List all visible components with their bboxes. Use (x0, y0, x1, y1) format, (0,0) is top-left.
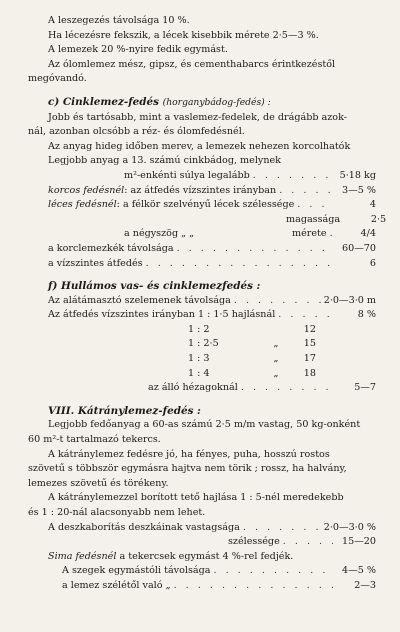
spec-row (28, 257, 376, 272)
spec-label: A deszkaborítás deszkáinak vastagsága (48, 521, 240, 533)
section-c-title: c) Cinklemez-fedés (48, 95, 160, 108)
spec-value: 3—5 % (342, 184, 376, 196)
spec-row (28, 213, 387, 228)
ratio-value: 12 (303, 323, 316, 335)
spec-row (28, 308, 376, 323)
spec-value: 2·0—3·0 % (323, 521, 376, 533)
spec-label: szélessége (228, 536, 280, 548)
ratio: 1 : 4 (188, 367, 210, 379)
spec-label-rest: : a félkör szelvényű lécek szélessége (116, 199, 295, 211)
leader-dots (278, 308, 333, 323)
leader-dots (146, 257, 333, 272)
spec-row (28, 564, 376, 579)
spec-row (28, 294, 376, 309)
ratio: 1 : 3 (188, 353, 210, 365)
sima-rest: a tekercsek egymást 4 %-rel fedjék. (116, 550, 294, 562)
spec-label: A szegek egymástóli távolsága (62, 565, 211, 577)
text-line: nál, azonban olcsóbb a réz- és ólomfedésnél. (28, 126, 245, 138)
leader-dots (241, 381, 333, 396)
text-line: A kátránylemezzel borított tető hajlása 1 : 5-nél meredekebb (48, 492, 344, 504)
text-line (28, 550, 376, 565)
text-line: A leszegezés távolsága 10 %. (48, 15, 190, 26)
ditto-mark: „ (273, 367, 279, 379)
ratio-row (28, 367, 376, 382)
text-line: A lemezek 20 %-nyire fedik egymást. (48, 44, 228, 56)
spec-value: 5·18 kg (339, 169, 376, 181)
spec-row (28, 381, 376, 396)
text-line: lemezes szövetű és törékeny. (28, 477, 169, 489)
spec-label: a lemez szélétől való „ (62, 579, 171, 591)
spec-value: 5—7 (354, 382, 376, 394)
leader-dots (297, 198, 333, 213)
spec-label-2: mérete (292, 228, 327, 240)
spec-row (28, 198, 376, 213)
ratio-row (28, 323, 376, 338)
spec-label: magassága (286, 213, 341, 225)
section-viii-heading: VIII. Kátránylemez-fedés : (48, 404, 201, 417)
ratio: 1 : 2 (188, 323, 210, 335)
ratio-row (28, 337, 376, 352)
section-f-heading: f) Hullámos vas- és cinklemezfedés : (48, 280, 261, 293)
text-line: Legjobb anyag a 13. számú cinkbádog, melynek (48, 155, 281, 167)
leader-dots (330, 227, 333, 242)
leader-dots (177, 242, 333, 257)
text-line: szövetű s többször egymásra hajtva nem törik ; rossz, ha halvány, (28, 463, 347, 475)
spec-row (28, 169, 376, 184)
spec-label: a négyszög „ „ (124, 228, 195, 240)
text-line: és 1 : 20-nál alacsonyabb nem lehet. (28, 507, 206, 518)
leader-dots (253, 169, 333, 184)
spec-value: 4—5 % (342, 565, 376, 577)
text-line: Ha lécezésre fekszik, a lécek kisebbik mérete 2·5—3 %. (48, 29, 319, 41)
spec-label-rest: : az átfedés vízszintes irányban (124, 184, 277, 196)
text-line: Az ólomlemez mész, gipsz, és cementhabarcs érintkezéstől (48, 58, 336, 70)
section-c-heading (28, 95, 376, 111)
leader-dots (279, 184, 333, 199)
spec-value: 4/4 (360, 228, 376, 240)
spec-label (48, 184, 276, 199)
spec-row (28, 227, 376, 242)
text-line: 60 m²-t tartalmazó tekercs. (28, 434, 161, 446)
spec-row (28, 242, 376, 257)
ratio: 1 : 2·5 (188, 338, 219, 350)
section-c-subtitle: (horganybádog-fedés) : (162, 96, 271, 108)
ratio-value: 18 (303, 367, 316, 379)
leader-dots (243, 521, 321, 536)
spec-value: 2·0—3·0 m (323, 294, 376, 306)
sima-italic: Sima fedésnél (48, 550, 117, 562)
text-line: Az anyag hideg időben merev, a lemezek nehezen korcolhatók (48, 140, 351, 152)
ditto-mark: „ (273, 338, 279, 350)
spec-label: az álló hézagoknál (148, 382, 238, 394)
leader-dots (234, 294, 321, 309)
ratio-value: 17 (303, 353, 316, 365)
spec-value: 2·5 (370, 213, 387, 225)
spec-label (48, 198, 294, 213)
leader-dots (174, 579, 333, 594)
leader-dots (213, 564, 333, 579)
text-line: Legjobb fedőanyag a 60-as számú 2·5 m/m vastag, 50 kg-onként (48, 419, 361, 431)
text-line: A kátránylemez fedésre jó, ha fényes, puha, hosszú rostos (48, 448, 330, 460)
spec-value: 2—3 (354, 579, 376, 591)
spec-row (28, 184, 376, 199)
ditto-mark: „ (273, 353, 279, 365)
spec-label: a vízszintes átfedés (48, 257, 143, 269)
ratio-row (28, 352, 376, 367)
spec-value: 8 % (357, 309, 376, 321)
spec-value: 60—70 (341, 242, 376, 254)
spec-label-italic: korcos fedésnél (48, 184, 125, 196)
text-line: megóvandó. (28, 73, 87, 85)
spec-label: Az átfedés vízszintes irányban 1 : 1·5 hajlásnál (48, 309, 276, 321)
spec-row (28, 535, 376, 550)
spec-value: 15—20 (341, 536, 376, 548)
spec-label: a korclemezkék távolsága (48, 242, 174, 254)
ditto-mark (262, 323, 290, 338)
ratio-value: 15 (303, 338, 316, 350)
spec-label: m²-enkénti súlya legalább (124, 169, 250, 181)
leader-dots (283, 535, 333, 550)
text-line: Jobb és tartósabb, mint a vaslemez-fedelek, de drágább azok- (48, 111, 347, 123)
spec-label: Az alátámasztó szelemenek távolsága (48, 294, 231, 306)
spec-row (28, 579, 376, 594)
spec-label-italic: léces fedésnél (48, 199, 117, 211)
spec-row (28, 521, 376, 536)
spec-value: 6 (369, 257, 376, 269)
spec-value: 4 (369, 199, 376, 211)
